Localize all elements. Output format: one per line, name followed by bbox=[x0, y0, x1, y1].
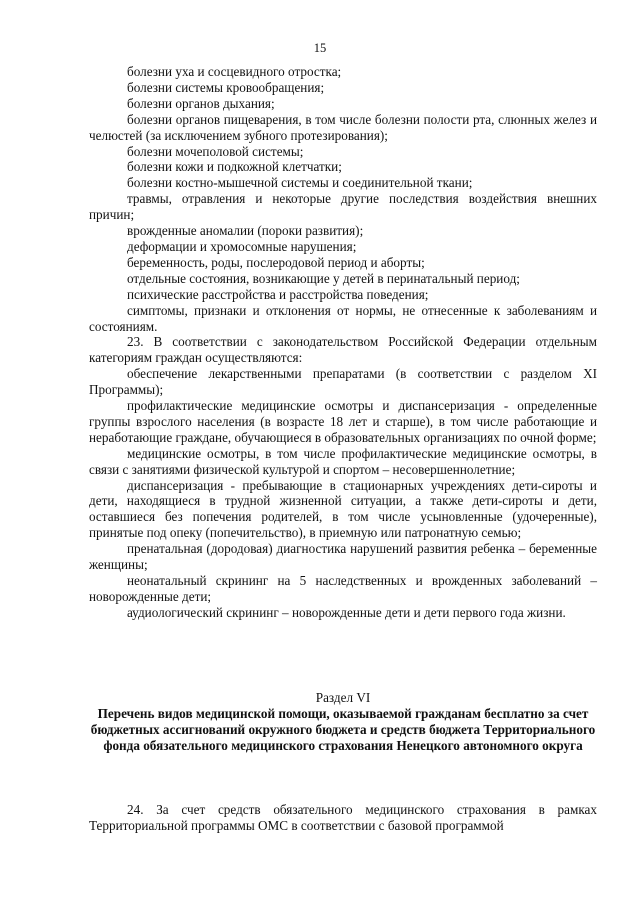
paragraph-23: 23. В соответствии с законодательством Российской Федерации отдельным категориям граждан осуществляются: bbox=[89, 334, 597, 366]
list-item-respiratory-diseases: болезни органов дыхания; bbox=[127, 95, 275, 111]
list-item-skin-diseases: болезни кожи и подкожной клетчатки; bbox=[127, 159, 342, 175]
document-body-continued bbox=[89, 802, 597, 834]
list-item-neonatal-screening: неонатальный скрининг на 5 наследственных и врожденных заболеваний – новорожденные дети; bbox=[89, 573, 597, 604]
paragraph-24: 24. За счет средств обязательного медицинского страхования в рамках Территориальной программы ОМС в соответствии с базовой программой bbox=[89, 802, 597, 833]
list-item-ear-diseases: болезни уха и сосцевидного отростка; bbox=[127, 64, 342, 79]
list-item-preventive-exams: профилактические медицинские осмотры и диспансеризация - определенные группы взрослого населения (в возрасте 18 лет и старше), в том числе работающие и неработающие граждане, обучающиеся в образовательных организациях по очной форме; bbox=[89, 398, 597, 445]
list-item-digestive-diseases: болезни органов пищеварения, в том числе болезни полости рта, слюнных желез и челюстей (за исключением зубного протезирования); bbox=[89, 111, 597, 143]
list-item-perinatal-conditions: отдельные состояния, возникающие у детей в перинатальный период; bbox=[127, 270, 520, 286]
list-item-chromosomal-disorders: деформации и хромосомные нарушения; bbox=[127, 238, 357, 254]
list-item-musculoskeletal-diseases: болезни костно-мышечной системы и соединительной ткани; bbox=[127, 175, 473, 191]
list-item-circulatory-diseases: болезни системы кровообращения; bbox=[127, 79, 325, 95]
section-heading: Раздел VI bbox=[315, 690, 371, 705]
list-item-drug-provision: обеспечение лекарственными препаратами (в соответствии с разделом XI Программы); bbox=[89, 366, 597, 398]
list-item-injuries-poisoning: травмы, отравления и некоторые другие последствия воздействия внешних причин; bbox=[89, 191, 597, 223]
page-number: 15 bbox=[313, 41, 327, 55]
list-item-medical-exams-sports: медицинские осмотры, в том числе профилактические медицинские осмотры, в связи с занятиями физической культурой и спортом – несовершеннолетние; bbox=[89, 445, 597, 477]
list-item-prenatal-diagnostics: пренатальная (дородовая) диагностика нарушений развития ребенка – беременные женщины; bbox=[89, 541, 597, 573]
list-item-genitourinary-diseases: болезни мочеполовой системы; bbox=[127, 143, 304, 159]
list-item-orphan-dispensary: диспансеризация - пребывающие в стационарных учреждениях дети-сироты и дети, находящиеся в трудной жизненной ситуации, а также дети-сироты и дети, оставшиеся без попечения родителей, в том числе усыновленные (удочеренные), принятые под опеку (попечительство), в приемную или патронатную семью; bbox=[89, 477, 597, 541]
list-item-pregnancy: беременность, роды, послеродовой период и аборты; bbox=[127, 254, 425, 270]
list-item-mental-disorders: психические расстройства и расстройства поведения; bbox=[127, 286, 429, 302]
list-item-symptoms: симптомы, признаки и отклонения от нормы, не отнесенные к заболеваниям и состояниям. bbox=[89, 302, 597, 334]
section-title: Перечень видов медицинской помощи, оказываемой гражданам бесплатно за счет бюджетных ассигнований окружного бюджета и средств бюджета Территориального фонда обязательного медицинского страхования Ненецкого автономного округа bbox=[90, 705, 596, 753]
document-body bbox=[89, 64, 597, 621]
list-item-audiological-screening: аудиологический скрининг – новорожденные дети и дети первого года жизни. bbox=[127, 604, 566, 620]
section-header bbox=[89, 690, 597, 754]
list-item-congenital-anomalies: врожденные аномалии (пороки развития); bbox=[127, 223, 364, 239]
